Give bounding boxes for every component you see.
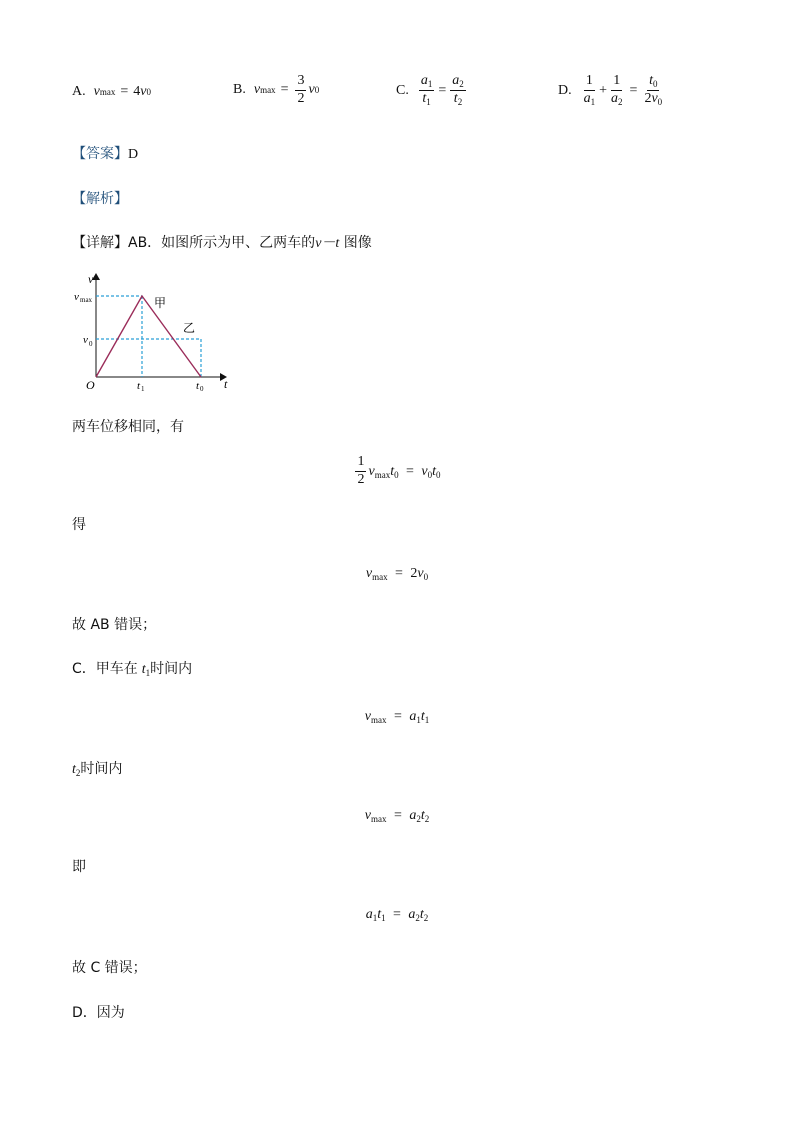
vmax-label: v [74,291,79,303]
text-line-8: D．因为 [72,1005,125,1021]
eq4-c-sub: 2 [424,814,430,824]
eq1-c-sub: 0 [427,470,433,481]
option-c-n2-sub: 2 [459,79,464,89]
answer-value: D [128,147,139,162]
eq3-c-sub: 1 [424,715,430,725]
option-b-rhs-sub: 0 [314,85,320,96]
eq4-eq: = [393,808,402,823]
text-line-1: 两车位移相同，有 [72,419,184,435]
option-d-n3-sub: 0 [652,79,658,89]
option-c-n2: a [452,73,460,88]
line5-post: 时间内 [80,761,123,777]
t1-sub: 1 [141,385,145,393]
x-axis-label: t [224,377,228,391]
option-b-eq: = [280,82,289,98]
option-c [396,74,468,108]
eq3-eq: = [393,709,402,724]
option-c-frac2 [450,74,466,108]
option-a [72,84,151,100]
option-b-lhs-sub: max [260,85,276,96]
eq5-a-sub: 1 [372,913,378,923]
eq4-b-sub: 2 [416,814,421,824]
eq2-b-sub: 0 [423,572,429,582]
eq1-c: v [421,464,428,480]
option-d-d3-coef: 2 [644,91,652,107]
eq5-d: t [419,907,424,922]
option-a-lhs-sub: max [99,87,116,97]
vt-graph [66,266,236,394]
option-a-label: A. [72,84,86,99]
eq4-a: v [364,808,371,823]
eq1-den: 2 [357,471,365,487]
option-b-den: 2 [297,90,305,106]
eq3-a-sub: max [371,715,387,725]
line4-sub: 1 [145,668,151,678]
option-a-coef: 4 [133,84,141,99]
text-line-6: 即 [72,859,86,875]
option-d-d1-sub: 1 [590,97,596,108]
option-d-frac1 [582,74,598,107]
option-b-num: 3 [295,74,306,91]
eq1-a: v [368,464,375,480]
option-b-label: B. [233,82,246,98]
eq5-c-sub: 2 [415,913,420,923]
option-d-d3: v [651,91,658,107]
eq2-coef: 2 [410,566,418,581]
eq3-a: v [364,709,371,724]
option-c-frac1 [419,74,435,108]
eq1-d: t [432,464,437,480]
option-b-frac [295,74,306,106]
eq2-a: v [365,566,373,581]
option-c-d1-sub: 1 [426,97,431,108]
line4-t: t [141,662,146,677]
option-c-d1: t [422,91,427,107]
equation-1 [0,455,794,487]
eq3-b-sub: 1 [416,715,421,725]
eq5-eq: = [393,907,401,922]
eq1-b: t [390,464,395,480]
text-line-3: 故 AB 错误； [72,617,157,633]
text-line-4 [72,658,192,678]
eq2-a-sub: max [372,572,388,582]
label-yi: 乙 [183,321,196,335]
equation-2 [0,565,794,582]
eq1-num: 1 [355,455,366,472]
v0-sub: 0 [89,340,93,348]
option-d [558,74,666,108]
eq2-b: v [417,566,424,581]
option-b [233,74,319,106]
eq1-d-sub: 0 [436,470,441,481]
eq5-c: a [408,907,416,922]
option-d-frac2 [609,74,625,107]
detail-text: AB．如图所示为甲、乙两车的 [128,235,316,251]
line5-sub: 2 [75,768,81,778]
eq5-a: a [365,907,373,922]
line4-post: 时间内 [150,661,193,677]
line4-pre: C．甲车在 [72,661,138,677]
eq1-eq: = [406,464,414,480]
eq4-b: a [409,808,417,823]
detail-vt: v－t [315,236,340,251]
eq3-c: t [420,709,425,724]
eq1-frac [355,455,366,487]
equation-3 [0,708,794,725]
option-a-lhs: v [93,84,100,99]
origin-label: O [86,378,95,392]
option-d-n3: t [649,73,653,88]
option-d-d2-sub: 2 [618,97,623,108]
option-d-d2: a [611,91,619,107]
label-jia: 甲 [154,296,167,310]
eq5-d-sub: 2 [423,913,429,923]
option-a-eq: = [120,84,129,99]
eq3-b: a [409,709,417,724]
option-c-d2-sub: 2 [457,97,463,108]
option-a-rhs-sub: 0 [146,87,151,97]
option-c-d2: t [453,91,458,107]
text-line-7: 故 C 错误； [72,960,147,976]
line5-t: t [72,762,76,777]
eq1-b-sub: 0 [394,470,399,481]
answer-line [72,143,138,163]
analysis-tag: 【解析】 [72,191,128,207]
jia-line [96,296,201,377]
eq4-c: t [420,808,425,823]
eq2-eq: = [395,566,403,581]
t0-label: t [196,380,200,392]
detail-tag: 【详解】 [72,235,128,251]
option-d-d3-sub: 0 [657,97,663,108]
equation-5 [0,906,794,923]
option-c-eq: = [438,82,447,98]
option-d-label: D. [558,82,572,98]
option-c-n1: a [420,73,428,88]
eq4-a-sub: max [371,814,387,824]
eq1-a-sub: max [374,470,391,481]
option-d-n2: 1 [611,74,622,91]
option-d-eq: = [629,82,638,98]
option-d-plus: + [599,82,608,98]
t0-sub: 0 [200,385,204,393]
y-axis-label: v [88,272,94,286]
option-c-n1-sub: 1 [427,79,433,89]
option-d-d1: a [583,91,591,107]
option-d-n1: 1 [584,74,595,91]
equation-4 [0,807,794,824]
t1-label: t [137,380,141,392]
eq5-b-sub: 1 [381,913,386,923]
text-line-5 [72,758,122,778]
detail-line [72,232,372,252]
vmax-sub: max [80,296,93,304]
option-b-lhs: v [253,82,261,98]
detail-text2: 图像 [339,235,372,251]
option-c-label: C. [396,82,409,98]
v0-label: v [83,334,88,346]
text-line-2: 得 [72,517,86,533]
option-d-frac3 [642,74,664,108]
answer-tag: 【答案】 [72,146,128,162]
eq5-b: t [377,907,382,922]
option-a-rhs: v [140,84,147,99]
option-b-rhs: v [308,82,315,98]
